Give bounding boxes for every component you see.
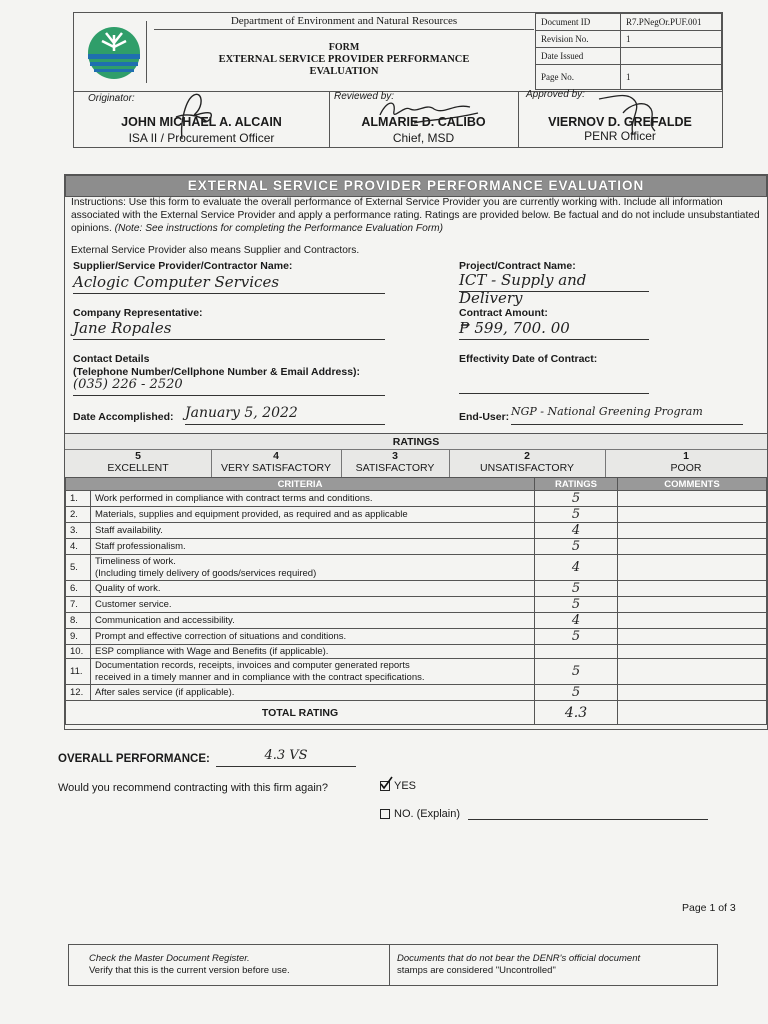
criteria-number: 7. [66, 597, 91, 613]
date-issued-label: Date Issued [536, 48, 621, 65]
rating-label: SATISFACTORY [355, 462, 435, 474]
criteria-rating[interactable]: 5 [535, 659, 618, 685]
criteria-text [91, 539, 535, 555]
criteria-row [66, 597, 767, 613]
criteria-row [66, 523, 767, 539]
contact-field[interactable]: (035) 226 - 2520 [73, 377, 385, 396]
rating-num: 1 [683, 450, 689, 462]
reviewed-title: Chief, MSD [392, 131, 455, 145]
criteria-rating[interactable]: 4 [535, 523, 618, 539]
footer-left-2: Verify that this is the current version before use. [89, 965, 290, 976]
page-indicator: Page 1 of 3 [682, 902, 736, 914]
criteria-rating[interactable]: 5 [535, 629, 618, 645]
criteria-row [66, 539, 767, 555]
criteria-row [66, 613, 767, 629]
contact-label-2: (Telephone Number/Cellphone Number & Email Address): [73, 366, 361, 378]
rating-label: UNSATISFACTORY [480, 462, 574, 474]
form-title-2: EVALUATION [309, 66, 379, 77]
document-info-table [535, 13, 722, 90]
header-divider [154, 29, 534, 30]
enduser-label: End-User: [459, 411, 510, 423]
rating-num: 5 [135, 450, 141, 462]
form-word: FORM [328, 42, 360, 53]
criteria-row [66, 629, 767, 645]
criteria-row [66, 659, 767, 685]
criteria-text-line: Documentation records, receipts, invoices and computer generated reports [95, 659, 410, 671]
approved-title: PENR Officer [584, 129, 656, 143]
criteria-text [91, 523, 535, 539]
criteria-comment[interactable] [618, 645, 767, 659]
criteria-number: 4. [66, 539, 91, 555]
rating-num: 2 [524, 450, 530, 462]
criteria-rating[interactable]: 4 [535, 555, 618, 581]
total-comment-cell[interactable] [618, 701, 767, 725]
criteria-number: 1. [66, 491, 91, 507]
total-rating-label: TOTAL RATING [66, 701, 535, 725]
department-name: Department of Environment and Natural Resources [230, 15, 458, 27]
criteria-text [91, 685, 535, 701]
criteria-text-line: received in a timely manner and in compliance with the contract specifications. [95, 671, 425, 683]
criteria-text [91, 581, 535, 597]
criteria-rating[interactable]: 5 [535, 507, 618, 523]
criteria-comment[interactable] [618, 555, 767, 581]
criteria-text-line: ESP compliance with Wage and Benefits (if applicable). [95, 645, 329, 657]
criteria-comment[interactable] [618, 613, 767, 629]
criteria-row [66, 581, 767, 597]
ratings-scale [65, 433, 767, 479]
doc-id-value: R7.PNegOr.PUF.001 [621, 14, 722, 31]
originator-title: ISA II / Procurement Officer [128, 131, 275, 145]
criteria-text-line: After sales service (if applicable). [95, 686, 235, 698]
signatories-block [73, 91, 723, 148]
criteria-text [91, 507, 535, 523]
rating-label: VERY SATISFACTORY [221, 462, 331, 474]
rating-level-3 [341, 450, 449, 474]
criteria-comment[interactable] [618, 659, 767, 685]
doc-id-label: Document ID [536, 14, 621, 31]
footer-right-2: stamps are considered "Uncontrolled" [397, 965, 556, 976]
rating-level-5 [65, 450, 211, 474]
criteria-number: 2. [66, 507, 91, 523]
criteria-comment[interactable] [618, 581, 767, 597]
footer-box [68, 944, 718, 986]
footer-right-1: Documents that do not bear the DENR's official document [397, 953, 641, 964]
criteria-table [65, 477, 767, 725]
criteria-rating[interactable]: 5 [535, 539, 618, 555]
yes-label: YES [394, 780, 417, 792]
criteria-rating[interactable] [535, 645, 618, 659]
criteria-text-line: Prompt and effective correction of situations and conditions. [95, 630, 347, 642]
revision-label: Revision No. [536, 31, 621, 48]
criteria-text-line: Staff professionalism. [95, 540, 186, 552]
reviewed-label: Reviewed by: [334, 91, 395, 102]
yes-option[interactable] [380, 780, 416, 792]
denr-logo-icon [82, 21, 146, 83]
total-rating-value[interactable]: 4.3 [535, 701, 618, 725]
denr-logo [82, 21, 147, 83]
originator-signature [162, 91, 222, 141]
amount-field[interactable]: ₱ 599, 700. 00 [459, 319, 649, 340]
criteria-number: 6. [66, 581, 91, 597]
criteria-text-line: Timeliness of work. [95, 555, 176, 567]
criteria-rating[interactable]: 5 [535, 491, 618, 507]
criteria-row [66, 555, 767, 581]
amount-label: Contract Amount: [459, 307, 548, 319]
criteria-rating[interactable]: 4 [535, 613, 618, 629]
footer-left-1: Check the Master Document Register. [89, 953, 250, 964]
approved-label: Approved by: [526, 89, 585, 100]
no-explain-field[interactable] [468, 806, 708, 820]
criteria-row [66, 645, 767, 659]
criteria-number: 8. [66, 613, 91, 629]
rating-label: POOR [670, 462, 702, 474]
no-label: NO. (Explain) [394, 808, 461, 820]
criteria-text [91, 491, 535, 507]
criteria-number: 3. [66, 523, 91, 539]
page-no-value: 1 [621, 65, 722, 90]
reviewer-signature [374, 93, 484, 133]
reviewed-name: ALMARIE D. CALIBO [361, 115, 486, 129]
effectivity-label: Effectivity Date of Contract: [459, 353, 598, 365]
criteria-text-line: Materials, supplies and equipment provided, as required and as applicable [95, 508, 408, 520]
page-no-label: Page No. [536, 65, 621, 90]
esp-definition: External Service Provider also means Supplier and Contractors. [71, 245, 360, 256]
criteria-number: 5. [66, 555, 91, 581]
comments-header: COMMENTS [618, 478, 767, 491]
criteria-comment[interactable] [618, 507, 767, 523]
criteria-text-line: Customer service. [95, 598, 172, 610]
criteria-text-line: Quality of work. [95, 582, 161, 594]
rating-num: 3 [392, 450, 398, 462]
criteria-number: 10. [66, 645, 91, 659]
criteria-comment[interactable] [618, 597, 767, 613]
approver-signature [589, 91, 669, 139]
criteria-rating[interactable]: 5 [535, 685, 618, 701]
criteria-row [66, 507, 767, 523]
rating-level-2 [449, 450, 605, 474]
date-issued-value [621, 48, 722, 65]
criteria-row [66, 685, 767, 701]
ratings-title: RATINGS [392, 436, 440, 448]
criteria-comment[interactable] [618, 491, 767, 507]
originator-name: JOHN MICHAEL A. ALCAIN [121, 115, 282, 129]
criteria-rating[interactable]: 5 [535, 581, 618, 597]
criteria-text-line: (Including timely delivery of goods/services required) [95, 567, 317, 579]
overall-label: OVERALL PERFORMANCE: [58, 753, 210, 765]
checkmark-icon [379, 776, 393, 790]
criteria-text [91, 555, 535, 581]
criteria-comment[interactable] [618, 539, 767, 555]
date-field[interactable]: January 5, 2022 [185, 405, 385, 425]
instructions-note: (Note: See instructions for completing the Performance Evaluation Form) [114, 223, 444, 234]
criteria-number: 12. [66, 685, 91, 701]
criteria-comment[interactable] [618, 629, 767, 645]
rating-label: EXCELLENT [107, 462, 169, 474]
supplier-field[interactable]: Aclogic Computer Services [73, 273, 385, 294]
rating-level-1 [605, 450, 767, 474]
evaluation-form [64, 174, 768, 730]
project-field[interactable]: ICT - Supply and Delivery [459, 271, 649, 292]
form-banner: EXTERNAL SERVICE PROVIDER PERFORMANCE EVALUATION [65, 175, 767, 197]
form-title-1: EXTERNAL SERVICE PROVIDER PERFORMANCE [218, 54, 470, 65]
date-label: Date Accomplished: [73, 411, 174, 423]
recommend-question: Would you recommend contracting with this firm again? [58, 782, 329, 794]
criteria-comment[interactable] [618, 685, 767, 701]
rating-num: 4 [273, 450, 279, 462]
criteria-text [91, 645, 535, 659]
contact-label-1: Contact Details [73, 353, 150, 365]
overall-field[interactable]: 4.3 VS [216, 748, 356, 767]
criteria-comment[interactable] [618, 523, 767, 539]
criteria-text-line: Work performed in compliance with contract terms and conditions. [95, 492, 373, 504]
effectivity-field[interactable] [459, 375, 649, 394]
criteria-number: 9. [66, 629, 91, 645]
criteria-number: 11. [66, 659, 91, 685]
criteria-text [91, 613, 535, 629]
criteria-text [91, 597, 535, 613]
rep-field[interactable]: Jane Ropales [73, 319, 385, 340]
criteria-text-line: Staff availability. [95, 524, 163, 536]
rating-level-4 [211, 450, 341, 474]
revision-value: 1 [621, 31, 722, 48]
criteria-header: CRITERIA [66, 478, 535, 491]
rep-label: Company Representative: [73, 307, 203, 319]
enduser-field[interactable]: NGP - National Greening Program [511, 405, 743, 425]
header-block [73, 12, 723, 92]
project-label: Project/Contract Name: [459, 260, 576, 272]
yes-checkbox[interactable] [380, 781, 390, 791]
ratings-header: RATINGS [535, 478, 618, 491]
no-option[interactable] [380, 808, 460, 820]
criteria-text [91, 659, 535, 685]
instructions-text: Instructions: Use this form to evaluate the overall performance of External Service Provider you are currently working with. Include all information associated with the External Service Provider and apply a performance rating. Ratings are provided below. Be factual and do not include unsubstantiated opinions. (Note: See instructions for completing the Performance Evaluation Form) [71, 197, 760, 234]
criteria-rating[interactable]: 5 [535, 597, 618, 613]
no-checkbox[interactable] [380, 809, 390, 819]
originator-label: Originator: [88, 93, 135, 104]
criteria-row [66, 491, 767, 507]
supplier-label: Supplier/Service Provider/Contractor Name: [73, 260, 293, 272]
criteria-text [91, 629, 535, 645]
criteria-text-line: Communication and accessibility. [95, 614, 235, 626]
approved-name: VIERNOV D. GREFALDE [548, 115, 692, 129]
